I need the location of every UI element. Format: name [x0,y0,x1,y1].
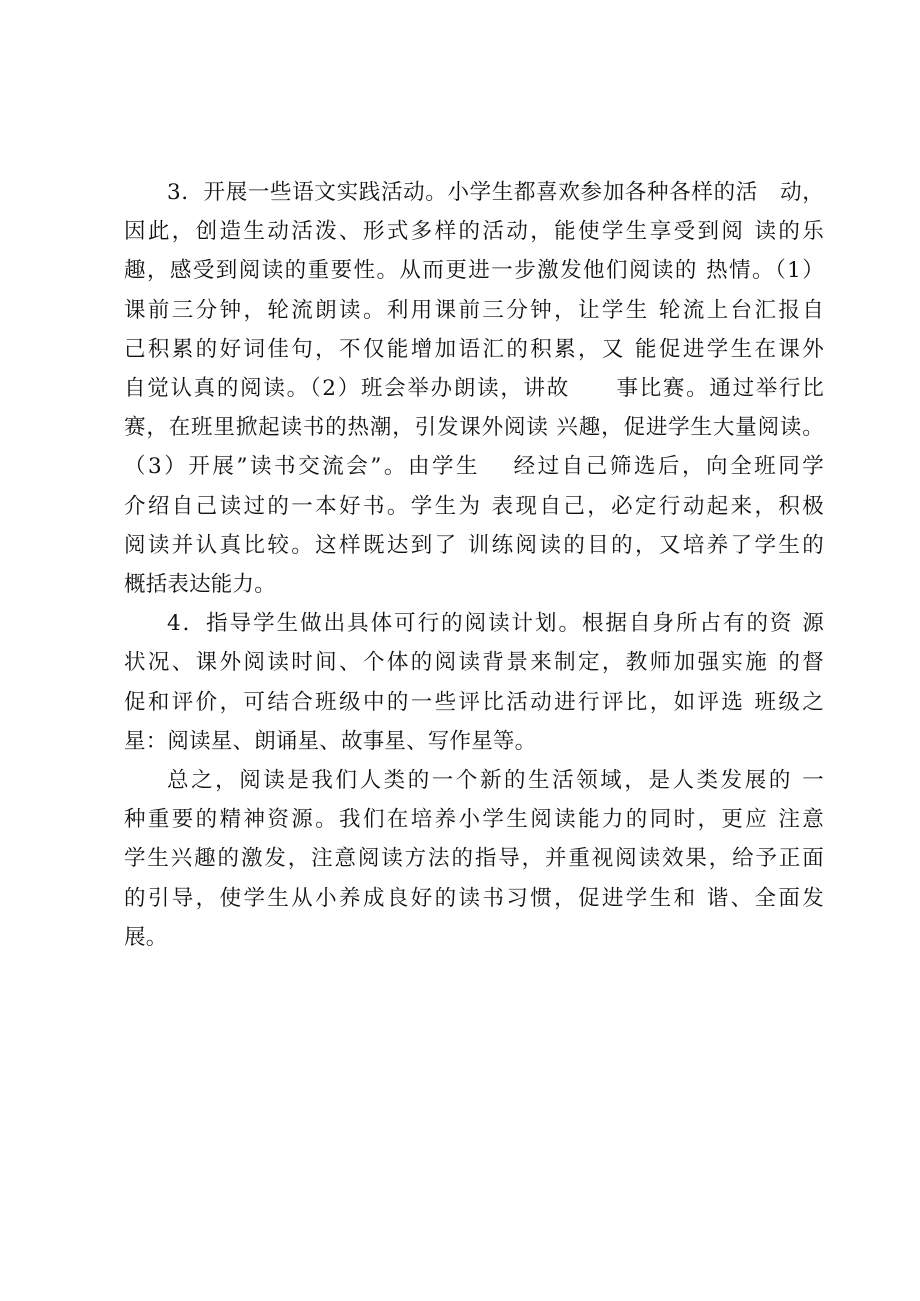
text-line: 种重要的精神资源。我们在培养小学生阅读能力的同时，更应 注意 [124,807,824,832]
text-line: 趣，感受到阅读的重要性。从而更进一步激发他们阅读的 热情。（1） [124,258,824,283]
text-line: 4．指导学生做出具体可行的阅读计划。根据自身所占有的资 源 [167,611,824,636]
text-line: 学生兴趣的激发，注意阅读方法的指导，并重视阅读效果，给予正面 [124,846,824,871]
text-line: 促和评价，可结合班级中的一些评比活动进行评比，如评选 班级之 [124,690,824,715]
text-line: 展。 [124,925,168,950]
text-line: 自觉认真的阅读。（2）班会举办朗读，讲故 事比赛。通过举行比 [124,376,824,401]
text-line: 己积累的好词佳句，不仅能增加语汇的积累，又 能促进学生在课外 [124,337,824,362]
text-line: 的引导，使学生从小养成良好的读书习惯，促进学生和 谐、全面发 [124,886,824,911]
text-line: 状况、课外阅读时间、个体的阅读背景来制定，教师加强实施 的督 [124,650,824,675]
text-line: 介绍自己读过的一本好书。学生为 表现自己，必定行动起来，积极 [124,494,824,519]
text-line: （3）开展”读书交流会”。由学生 经过自己筛选后，向全班同学 [124,454,824,479]
text-line: 课前三分钟，轮流朗读。利用课前三分钟，让学生 轮流上台汇报自 [124,298,824,323]
text-line: 总之，阅读是我们人类的一个新的生活领域，是人类发展的 一 [167,768,824,793]
text-line: 赛，在班里掀起读书的热潮，引发课外阅读 兴趣，促进学生大量阅读。 [124,415,824,440]
text-line: 因此，创造生动活泼、形式多样的活动，能使学生享受到阅 读的乐 [124,219,824,244]
text-line: 阅读并认真比较。这样既达到了 训练阅读的目的，又培养了学生的 [124,533,824,558]
text-line: 星：阅读星、朗诵星、故事星、写作星等。 [124,729,537,754]
text-line: 概括表达能力。 [124,572,276,597]
text-line: 3．开展一些语文实践活动。小学生都喜欢参加各种各样的活 动， [167,180,824,205]
